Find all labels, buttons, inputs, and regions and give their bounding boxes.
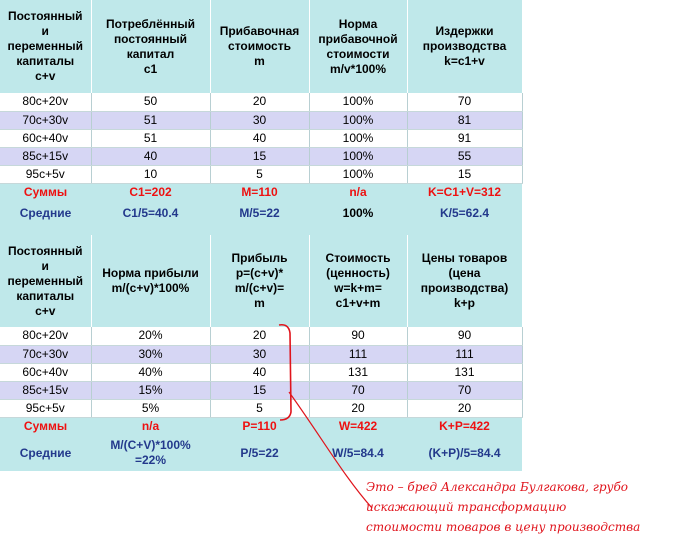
table-cell: 40 — [210, 363, 309, 381]
table-cell: 131 — [309, 363, 407, 381]
average-cell: 100% — [309, 202, 407, 224]
table-cell: 100% — [309, 129, 407, 147]
annotation-line: стоимости товаров в цену производства — [366, 520, 641, 534]
table-cell: 91 — [407, 129, 522, 147]
header-capitals: Постоянный и переменный капиталы c+v — [0, 0, 91, 93]
table-cell: 20% — [91, 327, 210, 345]
table-cell: 80c+20v — [0, 93, 91, 111]
table-cell: 60c+40v — [0, 129, 91, 147]
table-cell: 15 — [407, 165, 522, 183]
table-cell: 70 — [309, 381, 407, 399]
header-rate-of-profit: Норма прибыли m/(c+v)*100% — [91, 235, 210, 327]
table-row — [0, 399, 522, 417]
table-cell: 51 — [91, 111, 210, 129]
sum-cell: Суммы — [0, 417, 91, 435]
table-cell: 40 — [91, 147, 210, 165]
sum-cell: C1=202 — [91, 183, 210, 202]
average-cell: C1/5=40.4 — [91, 202, 210, 224]
header-consumed-constant-capital: Потреблённый постоянный капитал c1 — [91, 0, 210, 93]
averages-row — [0, 202, 522, 224]
table-cell: 100% — [309, 147, 407, 165]
header-profit: Прибыль p=(c+v)* m/(c+v)= m — [210, 235, 309, 327]
annotation-line: Это – бред Александра Булгакова, грубо — [366, 480, 629, 494]
table-cell: 15% — [91, 381, 210, 399]
table-cell: 51 — [91, 129, 210, 147]
table-cell: 95c+5v — [0, 165, 91, 183]
table-cell: 111 — [407, 345, 522, 363]
average-cell: W/5=84.4 — [309, 435, 407, 471]
sums-row — [0, 183, 522, 202]
header-value: Стоимость (ценность) w=k+m= c1+v+m — [309, 235, 407, 327]
table-cell: 70 — [407, 93, 522, 111]
sum-cell: K=C1+V=312 — [407, 183, 522, 202]
table-cell: 100% — [309, 165, 407, 183]
table-row — [0, 381, 522, 399]
table-row — [0, 147, 522, 165]
table-cell: 70c+30v — [0, 111, 91, 129]
header-capitals: Постоянный и переменный капиталы c+v — [0, 235, 91, 327]
table-cell: 20 — [210, 93, 309, 111]
header-rate-of-surplus-value: Норма прибавочной стоимости m/v*100% — [309, 0, 407, 93]
table-cell: 20 — [407, 399, 522, 417]
table-cell: 15 — [210, 147, 309, 165]
table-cell: 5 — [210, 399, 309, 417]
header-surplus-value: Прибавочная стоимость m — [210, 0, 309, 93]
average-cell: Средние — [0, 202, 91, 224]
table-profit-and-prices — [0, 235, 523, 471]
average-cell: Средние — [0, 435, 91, 471]
average-cell: P/5=22 — [210, 435, 309, 471]
table-cell: 10 — [91, 165, 210, 183]
table-cell: 85c+15v — [0, 381, 91, 399]
table-cell: 70c+30v — [0, 345, 91, 363]
table-row — [0, 363, 522, 381]
sum-cell: P=110 — [210, 417, 309, 435]
sums-row — [0, 417, 522, 435]
table-cell: 30 — [210, 111, 309, 129]
table-cell: 20 — [210, 327, 309, 345]
sum-cell: n/a — [309, 183, 407, 202]
annotation-text — [366, 477, 682, 537]
table-row — [0, 111, 522, 129]
table-cell: 111 — [309, 345, 407, 363]
table-cell: 20 — [309, 399, 407, 417]
table-cell: 70 — [407, 381, 522, 399]
table-row — [0, 165, 522, 183]
table-cell: 30 — [210, 345, 309, 363]
table-row — [0, 93, 522, 111]
average-cell: (K+P)/5=84.4 — [407, 435, 522, 471]
sum-cell: M=110 — [210, 183, 309, 202]
table-row — [0, 129, 522, 147]
table-cell: 80c+20v — [0, 327, 91, 345]
table-cell: 60c+40v — [0, 363, 91, 381]
average-cell: K/5=62.4 — [407, 202, 522, 224]
table-row — [0, 345, 522, 363]
table-surplus-value — [0, 0, 523, 241]
table-cell: 5 — [210, 165, 309, 183]
table-cell: 100% — [309, 93, 407, 111]
average-cell: M/5=22 — [210, 202, 309, 224]
sum-cell: Суммы — [0, 183, 91, 202]
average-cell: M/(C+V)*100% =22% — [91, 435, 210, 471]
annotation-line: искажающий трансформацию — [366, 500, 567, 514]
table-cell: 131 — [407, 363, 522, 381]
table-cell: 85c+15v — [0, 147, 91, 165]
table-row — [0, 327, 522, 345]
table-cell: 50 — [91, 93, 210, 111]
averages-row — [0, 435, 522, 471]
table-header-row — [0, 0, 522, 93]
sum-cell: W=422 — [309, 417, 407, 435]
table-cell: 15 — [210, 381, 309, 399]
table-cell: 40% — [91, 363, 210, 381]
sum-cell: K+P=422 — [407, 417, 522, 435]
header-cost-of-production: Издержки производства k=c1+v — [407, 0, 522, 93]
table-cell: 90 — [407, 327, 522, 345]
header-prices-of-production: Цены товаров (цена производства) k+p — [407, 235, 522, 327]
table-cell: 95c+5v — [0, 399, 91, 417]
table-cell: 5% — [91, 399, 210, 417]
table-cell: 40 — [210, 129, 309, 147]
table-cell: 90 — [309, 327, 407, 345]
table-cell: 81 — [407, 111, 522, 129]
table-header-row — [0, 235, 522, 327]
table-cell: 100% — [309, 111, 407, 129]
table-cell: 30% — [91, 345, 210, 363]
table-cell: 55 — [407, 147, 522, 165]
sum-cell: n/a — [91, 417, 210, 435]
